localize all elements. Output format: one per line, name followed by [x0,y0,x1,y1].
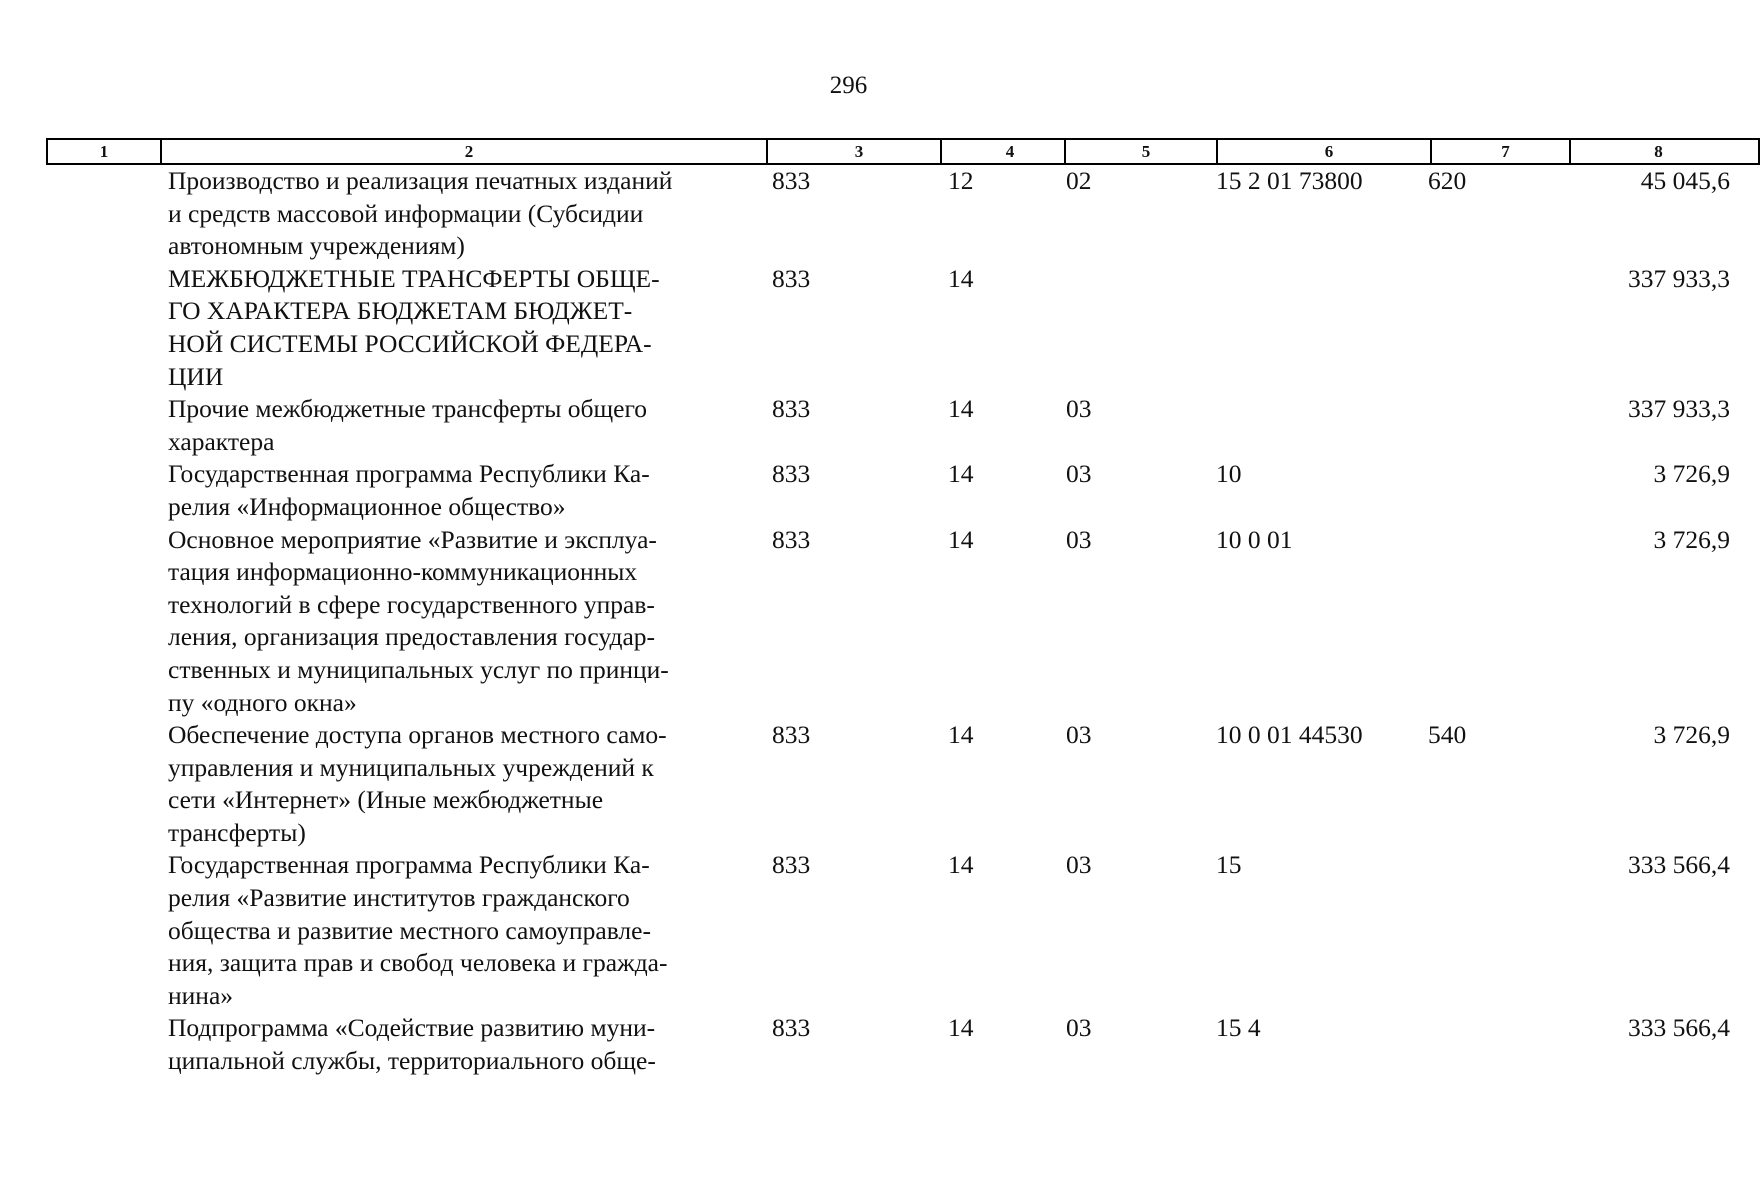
name-line: ципальной службы, территориального обще- [168,1046,656,1076]
cell-amount: 45 045,6 [1640,166,1730,195]
table-row [46,719,1742,849]
header-cell-3: 3 [767,139,941,164]
table-row [46,849,1742,1012]
header-cell-2: 2 [161,139,767,164]
cell-amount: 333 566,4 [1628,850,1730,880]
table-row [46,393,1742,458]
cell-subsection: 03 [1066,394,1092,424]
cell-ministry-code: 833 [772,524,811,554]
cell-name [158,458,762,523]
cell-ministry-code: 833 [772,1013,811,1043]
cell-col1 [46,1012,158,1077]
cell-section: 14 [948,394,974,424]
cell-col1 [46,263,158,393]
name-line: Подпрограмма «Содействие развитию муни- [168,1013,656,1043]
cell-target-article [1206,393,1418,458]
cell-target-article: 10 0 01 [1216,524,1293,554]
cell-amount: 337 933,3 [1628,394,1730,424]
cell-name [158,165,762,263]
name-line: ЦИИ [168,361,224,391]
cell-section: 14 [948,459,974,489]
cell-expense-type: 540 [1428,720,1467,750]
cell-amount: 337 933,3 [1628,263,1730,293]
name-line: пу «одного окна» [168,687,357,717]
cell-section: 14 [948,850,974,880]
cell-section: 12 [948,166,974,195]
name-line: нина» [168,980,234,1010]
cell-name [158,263,762,393]
cell-subsection: 03 [1066,850,1092,880]
cell-target-article: 10 0 01 44530 [1216,720,1363,750]
name-line: Прочие межбюджетные трансферты общего [168,394,648,424]
name-line: Обеспечение доступа органов местного само- [168,720,667,750]
cell-col1 [46,524,158,720]
name-line: релия «Развитие институтов гражданского [168,883,630,913]
name-line: НОЙ СИСТЕМЫ РОССИЙСКОЙ ФЕДЕРА- [168,328,652,358]
cell-expense-type: 620 [1428,166,1467,195]
cell-name [158,719,762,849]
cell-col1 [46,719,158,849]
header-cell-7: 7 [1431,139,1570,164]
name-line: релия «Информационное общество» [168,491,566,521]
cell-expense-type [1418,849,1555,1012]
name-line: Государственная программа Республики Ка- [168,459,650,489]
cell-ministry-code: 833 [772,394,811,424]
name-line: трансферты) [168,817,306,847]
cell-expense-type [1418,524,1555,720]
cell-section: 14 [948,720,974,750]
name-line: МЕЖБЮДЖЕТНЫЕ ТРАНСФЕРТЫ ОБЩЕ- [168,263,660,293]
cell-section: 14 [948,524,974,554]
name-line: тация информационно-коммуникационных [168,557,638,587]
cell-target-article: 15 2 01 73800 [1216,166,1363,195]
cell-amount: 333 566,4 [1628,1013,1730,1043]
cell-ministry-code: 833 [772,263,811,293]
cell-target-article: 15 4 [1216,1013,1261,1043]
cell-amount: 3 726,9 [1653,524,1730,554]
cell-ministry-code: 833 [772,850,811,880]
cell-expense-type [1418,393,1555,458]
header-cell-8: 8 [1570,139,1759,164]
cell-name [158,524,762,720]
budget-table-body [46,165,1742,1078]
name-line: автономным учреждениям) [168,231,465,261]
cell-expense-type [1418,1012,1555,1077]
name-line: управления и муниципальных учреждений к [168,752,654,782]
header-cell-1: 1 [47,139,161,164]
cell-subsection: 02 [1066,166,1092,195]
cell-expense-type [1418,263,1555,393]
header-cell-6: 6 [1217,139,1431,164]
cell-subsection: 03 [1066,1013,1092,1043]
table-row [46,524,1742,720]
cell-subsection [1056,263,1206,393]
header-cell-5: 5 [1065,139,1217,164]
cell-amount: 3 726,9 [1653,459,1730,489]
cell-col1 [46,458,158,523]
cell-ministry-code: 833 [772,720,811,750]
cell-section: 14 [948,1013,974,1043]
header-cell-4: 4 [941,139,1065,164]
name-line: технологий в сфере государственного управ- [168,589,655,619]
cell-subsection: 03 [1066,720,1092,750]
table-row [46,165,1742,263]
cell-target-article [1206,263,1418,393]
cell-ministry-code: 833 [772,459,811,489]
cell-section: 14 [948,263,974,293]
name-line: ления, организация предоставления государ- [168,622,656,652]
name-line: Государственная программа Республики Ка- [168,850,650,880]
name-line: Основное мероприятие «Развитие и эксплуа- [168,524,657,554]
cell-name [158,1012,762,1077]
cell-ministry-code: 833 [772,166,811,195]
cell-name [158,393,762,458]
cell-target-article: 10 [1216,459,1242,489]
cell-amount: 3 726,9 [1653,720,1730,750]
name-line: ГО ХАРАКТЕРА БЮДЖЕТАМ БЮДЖЕТ- [168,296,633,326]
cell-expense-type [1418,458,1555,523]
name-line: общества и развитие местного самоуправле- [168,915,651,945]
name-line: характера [168,426,275,456]
table-row [46,458,1742,523]
column-number-header [46,138,1760,165]
cell-subsection: 03 [1066,459,1092,489]
table-row [46,1012,1742,1077]
cell-subsection: 03 [1066,524,1092,554]
cell-col1 [46,849,158,1012]
name-line: Производство и реализация печатных изданий [168,166,673,195]
cell-target-article: 15 [1216,850,1242,880]
name-line: ния, защита прав и свобод человека и гражда- [168,948,668,978]
budget-table [46,165,1742,1078]
cell-name [158,849,762,1012]
table-row [46,263,1742,393]
name-line: ственных и муниципальных услуг по принци- [168,654,669,684]
cell-col1 [46,393,158,458]
name-line: и средств массовой информации (Субсидии [168,198,644,228]
page-number: 296 [829,72,868,99]
name-line: сети «Интернет» (Иные межбюджетные [168,785,604,815]
cell-col1 [46,165,158,263]
